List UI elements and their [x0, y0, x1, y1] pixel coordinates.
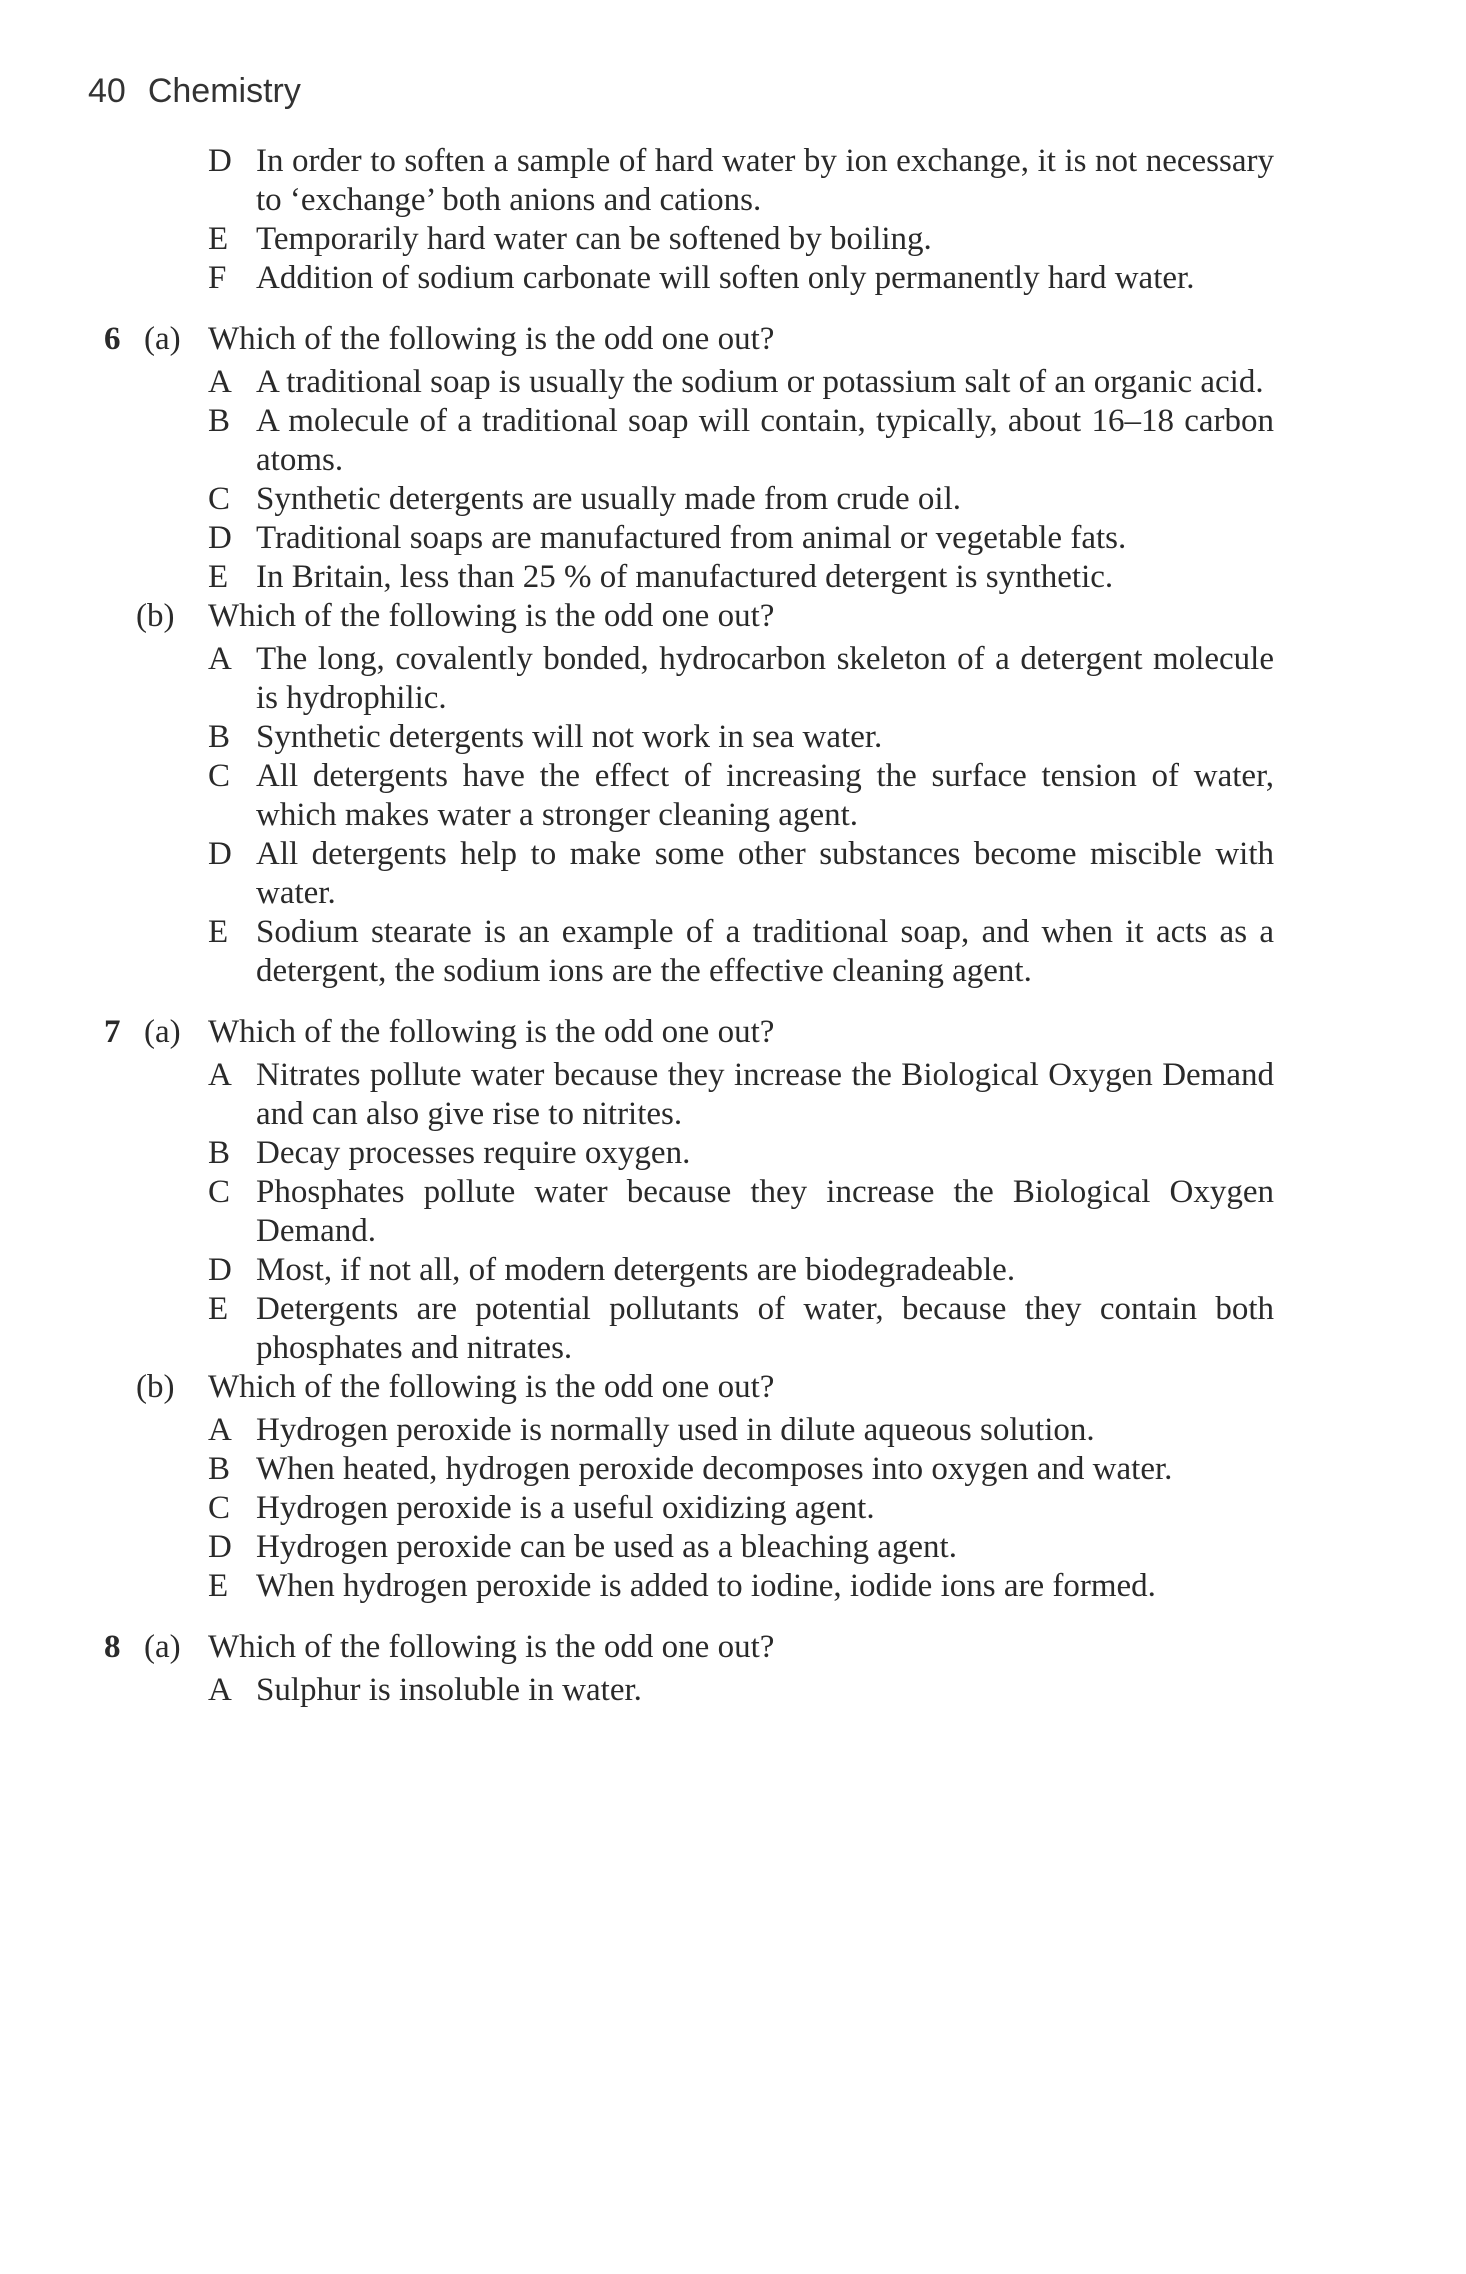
question-prompt	[0, 1013, 1466, 1052]
option-item	[0, 220, 1466, 259]
option-letter: A	[208, 1412, 232, 1448]
question-prompt	[0, 320, 1466, 359]
option-item	[0, 1528, 1466, 1567]
options-list	[0, 1056, 1466, 1368]
option-item	[0, 1173, 1466, 1251]
question-prompt	[0, 597, 1466, 636]
question-7	[0, 1013, 1466, 1606]
option-item	[0, 640, 1466, 718]
option-item	[0, 1489, 1466, 1528]
option-letter: F	[208, 260, 227, 296]
option-letter: C	[208, 758, 231, 794]
option-text: Sodium stearate is an example of a traditional soap, and when it acts as a detergent, the sodium ions are the effective cleaning agent.	[256, 914, 1274, 989]
option-item	[0, 1290, 1466, 1368]
option-text: Hydrogen peroxide is a useful oxidizing agent.	[256, 1490, 875, 1526]
options-list	[0, 1411, 1466, 1606]
option-item	[0, 913, 1466, 991]
option-letter: C	[208, 1490, 231, 1526]
option-item	[0, 1411, 1466, 1450]
option-letter: A	[208, 1057, 232, 1093]
option-letter: B	[208, 1135, 231, 1171]
option-letter: E	[208, 1568, 229, 1604]
option-letter: D	[208, 520, 232, 556]
option-text: In Britain, less than 25 % of manufactured detergent is synthetic.	[256, 559, 1114, 595]
option-letter: E	[208, 1291, 229, 1327]
option-item	[0, 142, 1466, 220]
part-label: (a)	[144, 321, 181, 357]
option-text: Decay processes require oxygen.	[256, 1135, 691, 1171]
option-letter: D	[208, 143, 232, 179]
prompt-text: Which of the following is the odd one out?	[208, 1014, 775, 1050]
options-list	[0, 1671, 1466, 1710]
option-text: Traditional soaps are manufactured from animal or vegetable fats.	[256, 520, 1127, 556]
option-letter: D	[208, 836, 232, 872]
option-item	[0, 1251, 1466, 1290]
section-title: Chemistry	[147, 72, 301, 110]
option-text: Hydrogen peroxide can be used as a bleaching agent.	[256, 1529, 957, 1565]
option-letter: B	[208, 719, 231, 755]
option-letter: A	[208, 1672, 232, 1708]
part-label: (a)	[144, 1014, 181, 1050]
option-item	[0, 718, 1466, 757]
option-text: A molecule of a traditional soap will contain, typically, about 16–18 carbon atoms.	[256, 403, 1274, 478]
option-text: All detergents help to make some other substances become miscible with water.	[256, 836, 1274, 911]
option-letter: E	[208, 559, 229, 595]
option-text: Synthetic detergents will not work in sea water.	[256, 719, 883, 755]
question-prompt	[0, 1628, 1466, 1667]
prompt-text: Which of the following is the odd one out?	[208, 1369, 775, 1405]
option-text: Phosphates pollute water because they increase the Biological Oxygen Demand.	[256, 1174, 1274, 1249]
question-6	[0, 320, 1466, 991]
question-number: 8	[104, 1629, 121, 1665]
option-letter: E	[208, 221, 229, 257]
option-text: The long, covalently bonded, hydrocarbon skeleton of a detergent molecule is hydrophilic.	[256, 641, 1274, 716]
option-letter: E	[208, 914, 229, 950]
option-letter: B	[208, 403, 231, 439]
running-head	[88, 72, 301, 111]
option-text: Synthetic detergents are usually made from crude oil.	[256, 481, 962, 517]
option-text: In order to soften a sample of hard water by ion exchange, it is not necessary to ‘exchange’ both anions and cations.	[256, 143, 1274, 218]
option-item	[0, 835, 1466, 913]
option-text: When heated, hydrogen peroxide decomposes into oxygen and water.	[256, 1451, 1173, 1487]
option-text: A traditional soap is usually the sodium or potassium salt of an organic acid.	[256, 364, 1264, 400]
option-text: When hydrogen peroxide is added to iodine, iodide ions are formed.	[256, 1568, 1156, 1604]
option-item	[0, 259, 1466, 298]
option-text: Sulphur is insoluble in water.	[256, 1672, 642, 1708]
page-content	[0, 142, 1466, 1710]
prompt-text: Which of the following is the odd one out?	[208, 598, 775, 634]
part-label: (a)	[144, 1629, 181, 1665]
option-text: Detergents are potential pollutants of water, because they contain both phosphates and nitrates.	[256, 1291, 1274, 1366]
option-text: Hydrogen peroxide is normally used in dilute aqueous solution.	[256, 1412, 1095, 1448]
option-item	[0, 1450, 1466, 1489]
option-letter: A	[208, 364, 232, 400]
option-item	[0, 1567, 1466, 1606]
prompt-text: Which of the following is the odd one out?	[208, 1629, 775, 1665]
part-label: (b)	[136, 1369, 175, 1405]
option-item	[0, 757, 1466, 835]
option-letter: D	[208, 1252, 232, 1288]
options-list	[0, 640, 1466, 991]
continued-options	[0, 142, 1466, 298]
option-letter: B	[208, 1451, 231, 1487]
option-item	[0, 402, 1466, 480]
option-item	[0, 363, 1466, 402]
option-item	[0, 1671, 1466, 1710]
prompt-text: Which of the following is the odd one out?	[208, 321, 775, 357]
option-letter: C	[208, 1174, 231, 1210]
option-item	[0, 1134, 1466, 1173]
question-number: 7	[104, 1014, 121, 1050]
question-prompt	[0, 1368, 1466, 1407]
option-text: All detergents have the effect of increasing the surface tension of water, which makes water a stronger cleaning agent.	[256, 758, 1274, 833]
option-text: Nitrates pollute water because they increase the Biological Oxygen Demand and can also give rise to nitrites.	[256, 1057, 1274, 1132]
option-text: Temporarily hard water can be softened by boiling.	[256, 221, 932, 257]
page-number: 40	[88, 72, 126, 110]
option-letter: C	[208, 481, 231, 517]
option-item	[0, 1056, 1466, 1134]
option-text: Addition of sodium carbonate will soften only permanently hard water.	[256, 260, 1195, 296]
question-8	[0, 1628, 1466, 1710]
option-item	[0, 558, 1466, 597]
option-item	[0, 519, 1466, 558]
option-item	[0, 480, 1466, 519]
option-letter: D	[208, 1529, 232, 1565]
option-text: Most, if not all, of modern detergents are biodegradeable.	[256, 1252, 1016, 1288]
options-list	[0, 363, 1466, 597]
part-label: (b)	[136, 598, 175, 634]
option-letter: A	[208, 641, 232, 677]
question-number: 6	[104, 321, 121, 357]
